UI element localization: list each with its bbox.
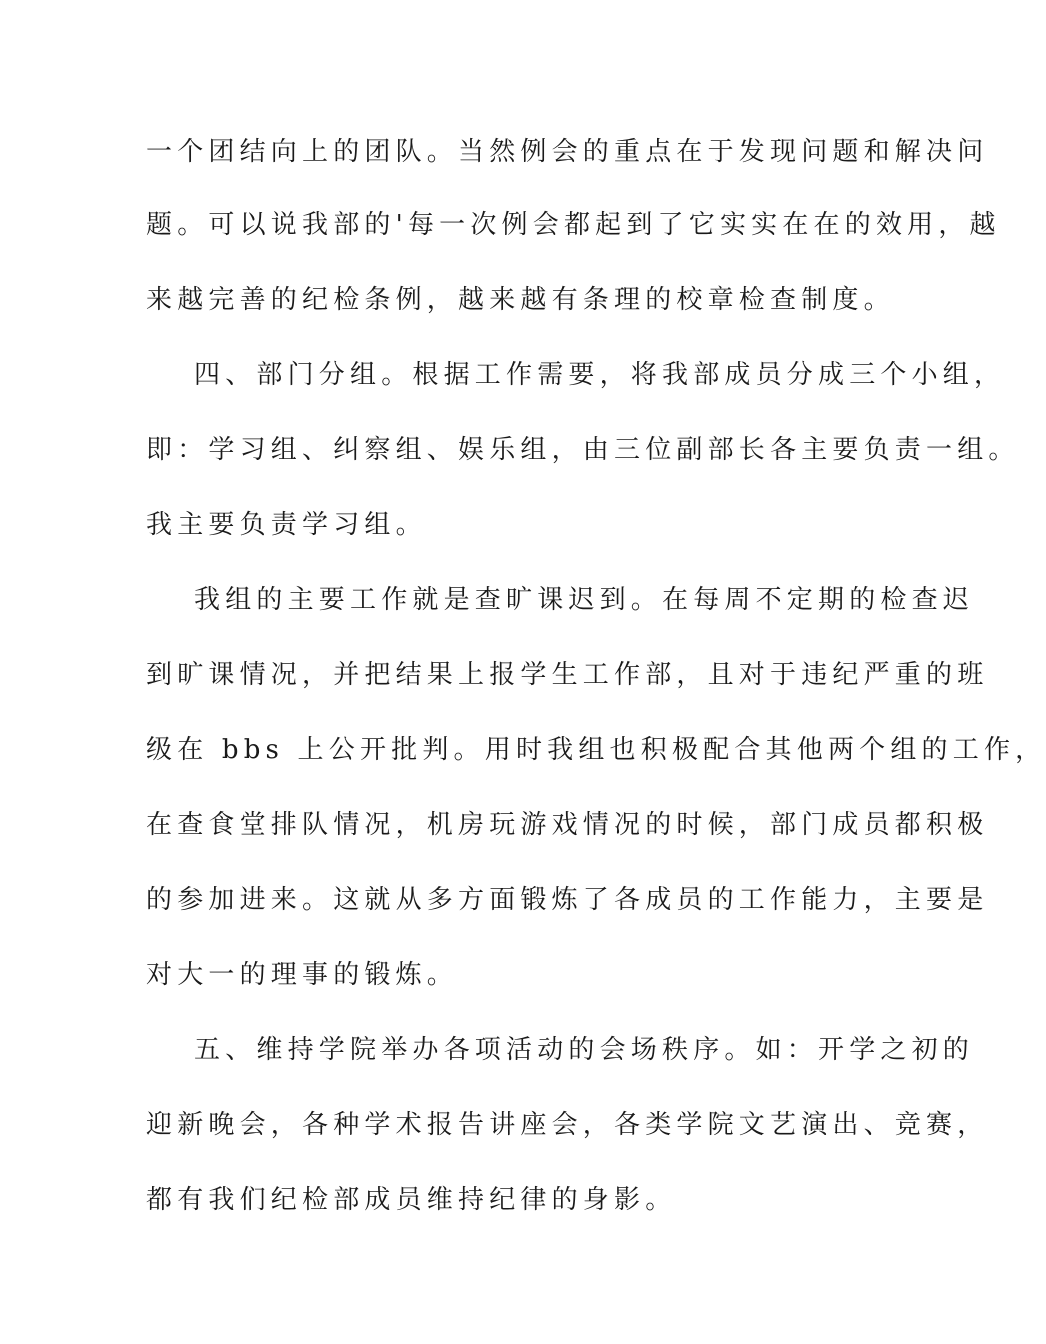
paragraph-line: 题。可以说我部的'每一次例会都起到了它实实在在的效用，越 [146, 210, 1001, 240]
paragraph-line: 四、部门分组。根据工作需要，将我部成员分成三个小组， [194, 360, 1006, 390]
paragraph-line: 来越完善的纪检条例，越来越有条理的校章检查制度。 [146, 285, 895, 315]
paragraph-line: 在查食堂排队情况，机房玩游戏情况的时候，部门成员都积极 [146, 810, 989, 840]
paragraph-line: 对大一的理事的锻炼。 [146, 960, 459, 990]
paragraph-line: 到旷课情况，并把结果上报学生工作部，且对于违纪严重的班 [146, 660, 989, 690]
paragraph-line: 级在 bbs 上公开批判。用时我组也积极配合其他两个组的工作， [146, 735, 1046, 765]
paragraph-line: 都有我们纪检部成员维持纪律的身影。 [146, 1185, 677, 1215]
paragraph-line: 一个团结向上的团队。当然例会的重点在于发现问题和解决问 [146, 137, 989, 167]
paragraph-line: 五、维持学院举办各项活动的会场秩序。如：开学之初的 [194, 1035, 975, 1065]
paragraph-line: 我组的主要工作就是查旷课迟到。在每周不定期的检查迟 [194, 585, 975, 615]
paragraph-line: 即：学习组、纠察组、娱乐组，由三位副部长各主要负责一组。 [146, 435, 1020, 465]
paragraph-line: 我主要负责学习组。 [146, 510, 427, 540]
paragraph-line: 迎新晚会，各种学术报告讲座会，各类学院文艺演出、竞赛， [146, 1110, 989, 1140]
paragraph-line: 的参加进来。这就从多方面锻炼了各成员的工作能力，主要是 [146, 885, 989, 915]
